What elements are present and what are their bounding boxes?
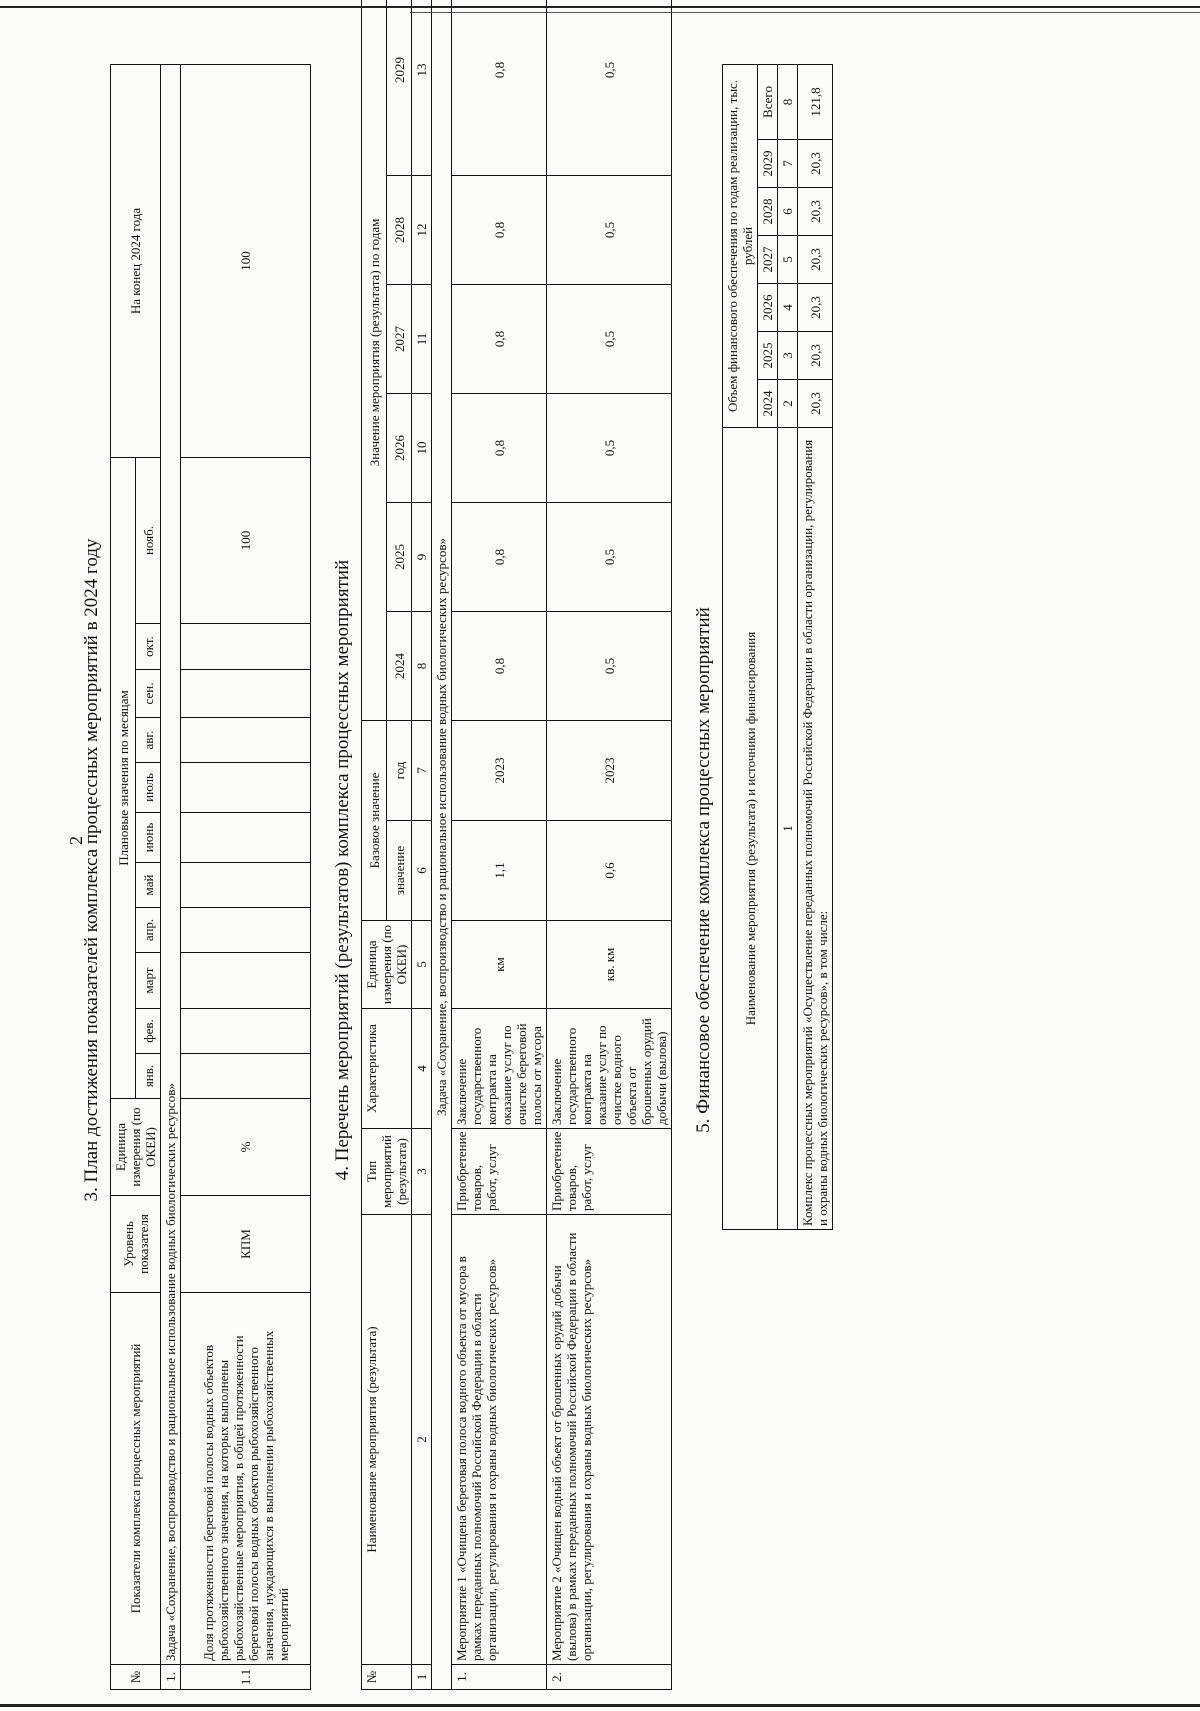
header-month: окт.: [136, 624, 161, 670]
column-index: 11: [412, 284, 432, 393]
header-unit: Единица измерения (по ОКЕИ): [362, 921, 412, 1009]
header-month: март: [136, 953, 161, 1009]
column-index: 2: [778, 380, 798, 428]
header-unit: Единица измерения (по ОКЕИ): [111, 1099, 161, 1196]
year-value: 0,8: [452, 0, 547, 175]
header-row: [111, 65, 136, 1690]
indicators-plan-table: [110, 64, 311, 1690]
header-month: фев.: [136, 1009, 161, 1054]
month-value-empty: [181, 863, 311, 908]
base-value: 0,6: [547, 821, 672, 921]
financing-total: 121,8: [798, 64, 833, 139]
indicator-unit: %: [181, 1099, 311, 1196]
header-month: нояб.: [136, 458, 161, 624]
row-num: 1.1: [181, 1665, 311, 1690]
header-year: 2024: [387, 611, 412, 720]
header-year: 2029: [387, 0, 412, 175]
header-month: авг.: [136, 718, 161, 763]
column-index: 13: [412, 0, 432, 175]
header-row: [362, 0, 387, 1690]
column-index: 1: [412, 1665, 432, 1690]
header-row: [723, 64, 758, 1229]
column-index: 9: [412, 502, 432, 611]
table-row: [181, 65, 311, 1690]
month-value-empty: [181, 624, 311, 670]
header-year: 2026: [387, 393, 412, 502]
task-row: [432, 0, 452, 1690]
table-row: [547, 0, 672, 1690]
year-value: 0,8: [452, 175, 547, 284]
activity-unit: км: [452, 921, 547, 1009]
header-month: янв.: [136, 1054, 161, 1099]
header-year: 2027: [387, 284, 412, 393]
financing-name: Комплекс процессных мероприятий «Осуществление переданных полномочий Российской Федерации в области организации, регулирования и охраны водных биологических ресурсов», в том числе:: [798, 428, 833, 1230]
section-5-title: 5. Финансовое обеспечение комплекса процессных мероприятий: [693, 607, 714, 1133]
month-value-nov: 100: [181, 458, 311, 624]
header-base-year: год: [387, 720, 412, 820]
header-volume: Объем финансового обеспечения по годам реализации, тыс. рублей: [723, 64, 758, 427]
header-year: 2028: [758, 188, 778, 236]
header-year: 2027: [758, 236, 778, 284]
header-name: Показатели комплекса процессных мероприятий: [111, 1293, 161, 1665]
header-name: Наименование мероприятия (результата): [362, 1215, 412, 1665]
header-month: апр.: [136, 908, 161, 953]
section-4-title: 4. Перечень мероприятий (результатов) комплекса процессных мероприятий: [332, 559, 353, 1181]
month-value-empty: [181, 763, 311, 813]
header-year: 2028: [387, 175, 412, 284]
end-of-year-value: 100: [181, 65, 311, 458]
financing-value: 20,3: [798, 236, 833, 284]
base-value: 1,1: [452, 821, 547, 921]
column-index: 5: [778, 236, 798, 284]
column-index: 8: [412, 611, 432, 720]
section-3-title: 3. План достижения показателей комплекса процессных мероприятий в 2024 году: [81, 538, 102, 1202]
task-row: [161, 65, 181, 1690]
financing-value: 20,3: [798, 188, 833, 236]
year-value: 0,8: [452, 502, 547, 611]
task-text: Задача «Сохранение, воспроизводство и рациональное использование водных биологических ресурсов»: [161, 65, 181, 1665]
header-name: Наименование мероприятия (результата) и источники финансирования: [723, 428, 778, 1230]
header-year: 2025: [758, 332, 778, 380]
financing-value: 20,3: [798, 380, 833, 428]
activities-list-table: [361, 0, 672, 1690]
bottom-border-line: [0, 1704, 1200, 1707]
year-value: 0,5: [547, 502, 672, 611]
header-month: июнь: [136, 813, 161, 863]
column-index: 5: [412, 921, 432, 1009]
month-value-empty: [181, 670, 311, 718]
header-base-value: значение: [387, 821, 412, 921]
month-value-empty: [181, 813, 311, 863]
task-text: Задача «Сохранение, воспроизводство и рациональное использование водных биологических ресурсов»: [432, 0, 452, 1690]
row-num: 1.: [452, 1665, 547, 1690]
year-value: 0,5: [547, 0, 672, 175]
column-index: 7: [412, 720, 432, 820]
rotated-content: [80, 50, 1100, 1690]
column-index: 3: [778, 332, 798, 380]
header-month: май: [136, 863, 161, 908]
row-num: 2.: [547, 1665, 672, 1690]
column-index: 6: [412, 821, 432, 921]
activity-unit: кв. км: [547, 921, 672, 1009]
activity-characteristic: Заключение государственного контракта на оказание услуг по очистке водного объекта от брошенных орудий добычи (вылова): [547, 1009, 672, 1129]
header-num: №: [362, 1665, 412, 1690]
page-number: 2: [66, 836, 86, 845]
header-num: №: [111, 1665, 161, 1690]
activity-type: Приобретение товаров, работ, услуг: [547, 1129, 672, 1215]
month-value-empty: [181, 953, 311, 1009]
column-index: 2: [412, 1215, 432, 1665]
column-index: 1: [778, 428, 798, 1230]
year-value: 0,5: [547, 611, 672, 720]
header-year: 2025: [387, 502, 412, 611]
header-year: 2029: [758, 140, 778, 188]
column-index: 3: [412, 1129, 432, 1215]
header-year: 2026: [758, 284, 778, 332]
header-monthly: Плановые значения по месяцам: [111, 458, 136, 1099]
month-value-empty: [181, 908, 311, 953]
base-year: 2023: [547, 720, 672, 820]
activity-name: Мероприятие 2 «Очищен водный объект от брошенных орудий добычи (вылова) в рамках переданных полномочий Российской Федерации в области организации, регулирования и охраны водных биологических ресурсов»: [547, 1215, 672, 1665]
month-value-empty: [181, 1009, 311, 1054]
column-index: 7: [778, 140, 798, 188]
header-base: Базовое значение: [362, 720, 387, 920]
year-value: 0,8: [452, 284, 547, 393]
year-value: 0,5: [547, 175, 672, 284]
header-years: Значение мероприятия (результата) по годам: [362, 0, 387, 720]
indicator-name: Доля протяженности береговой полосы водных объектов рыбохозяйственного значения, на которых выполнены рыбохозяйственные мероприятия, в общей протяженности береговой полосы водных объектов рыбохозяйственного значения, нуждающихся в выполнении рыбохозяйственных мероприятий: [181, 1293, 311, 1665]
column-index: 8: [778, 64, 798, 139]
year-value: 0,8: [452, 611, 547, 720]
financing-value: 20,3: [798, 332, 833, 380]
activity-type: Приобретение товаров, работ, услуг: [452, 1129, 547, 1215]
month-value-empty: [181, 1054, 311, 1099]
column-index: 12: [412, 175, 432, 284]
header-type: Тип мероприятий (результата): [362, 1129, 412, 1215]
column-index-row: [778, 64, 798, 1229]
header-level: Уровень показателя: [111, 1196, 161, 1293]
column-index: 4: [412, 1009, 432, 1129]
column-index-row: [412, 0, 432, 1690]
header-end-of-year: На конец 2024 года: [111, 65, 161, 458]
year-value: 0,5: [547, 284, 672, 393]
month-value-empty: [181, 718, 311, 763]
activity-name: Мероприятие 1 «Очищена береговая полоса водного объекта от мусора в рамках переданных полномочий Российской Федерации в области организации, регулирования и охраны водных биологических ресурсов»: [452, 1215, 547, 1665]
base-year: 2023: [452, 720, 547, 820]
financing-table: [722, 64, 833, 1230]
column-index: 10: [412, 393, 432, 502]
year-value: 0,5: [547, 393, 672, 502]
column-index: 6: [778, 188, 798, 236]
table-row: [798, 64, 833, 1229]
year-value: 0,8: [452, 393, 547, 502]
financing-value: 20,3: [798, 140, 833, 188]
activity-characteristic: Заключение государственного контракта на оказание услуг по очистке береговой полосы от мусора: [452, 1009, 547, 1129]
task-num: 1.: [161, 1665, 181, 1690]
column-index: 4: [778, 284, 798, 332]
header-year: 2024: [758, 380, 778, 428]
indicator-level: КПМ: [181, 1196, 311, 1293]
header-month: июль: [136, 763, 161, 813]
financing-value: 20,3: [798, 284, 833, 332]
table-row: [452, 0, 547, 1690]
header-month: сен.: [136, 670, 161, 718]
header-characteristic: Характеристика: [362, 1009, 412, 1129]
header-total: Всего: [758, 64, 778, 139]
